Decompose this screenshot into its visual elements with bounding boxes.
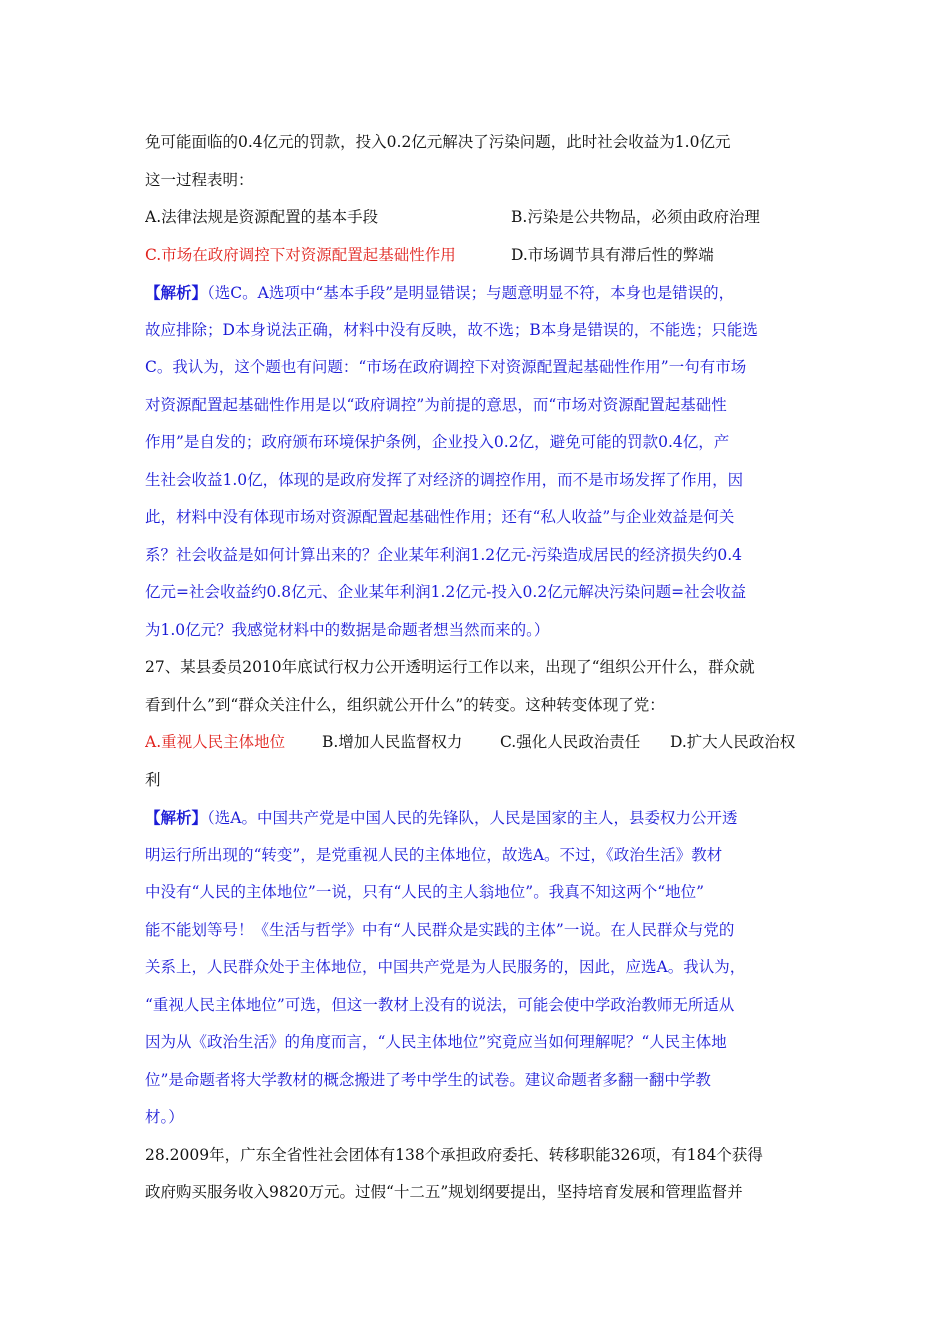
option-a: A.法律法规是资源配置的基本手段	[145, 208, 379, 226]
analysis-text: （选A。中国共产党是中国人民的先锋队，人民是国家的主人，县委权力公开透	[207, 809, 738, 827]
analysis-line: 中没有“人民的主体地位”一说，只有“人民的主人翁地位”。我真不知这两个“地位”	[145, 883, 705, 901]
analysis-line: 材。）	[145, 1108, 184, 1126]
analysis-line: C。我认为，这个题也有问题：“市场在政府调控下对资源配置起基础性作用”一句有市场	[145, 358, 747, 376]
option-d: D.市场调节具有滞后性的弊端	[511, 245, 714, 264]
question-stem-line: 28.2009年，广东全省性社会团体有138个承担政府委托、转移职能326项，有184个获得	[145, 1145, 763, 1164]
question-stem-line: 看到什么”到“群众关注什么，组织就公开什么”的转变。这种转变体现了党：	[145, 695, 665, 714]
analysis-label: 【解析】	[145, 808, 208, 827]
question-27	[145, 649, 810, 1137]
options-row	[145, 199, 810, 237]
analysis-line: 因为从《政治生活》的角度而言，“人民主体地位”究竟应当如何理解呢？“人民主体地	[145, 1033, 727, 1051]
analysis-line: 明运行所出现的“转变”，是党重视人民的主体地位，故选A。不过，《政治生活》教材	[145, 845, 723, 864]
option-d-continued: 利	[145, 770, 161, 789]
analysis-line: 关系上，人民群众处于主体地位，中国共产党是为人民服务的，因此，应选A。我认为，	[145, 958, 746, 976]
option-b: B.污染是公共物品，必须由政府治理	[511, 208, 760, 226]
question-stem-line: 免可能面临的0.4亿元的罚款，投入0.2亿元解决了污染问题，此时社会收益为1.0亿元	[145, 133, 731, 151]
option-a-correct-answer: A.重视人民主体地位	[145, 733, 286, 751]
question-stem-line: 27、某县委员2010年底试行权力公开透明运行工作以来，出现了“组织公开什么，群众就	[145, 658, 755, 676]
analysis-line: 对资源配置起基础性作用是以“政府调控”为前提的意思，而“市场对资源配置起基础性	[145, 395, 727, 414]
analysis-line	[145, 274, 810, 312]
option-c: C.强化人民政治责任	[500, 733, 641, 751]
analysis-line: 系？社会收益是如何计算出来的？企业某年利润1.2亿元-污染造成居民的经济损失约0.4	[145, 545, 743, 564]
analysis-line: 故应排除；D本身说法正确，材料中没有反映，故不选；B本身是错误的，不能选；只能选	[145, 320, 758, 339]
option-d: D.扩大人民政治权	[670, 733, 796, 751]
analysis-line: 亿元=社会收益约0.8亿元、企业某年利润1.2亿元-投入0.2亿元解决污染问题=社会收益	[145, 583, 747, 601]
option-c-correct-answer: C.市场在政府调控下对资源配置起基础性作用	[145, 245, 456, 264]
analysis-line: 此，材料中没有体现市场对资源配置起基础性作用；还有“私人收益”与企业效益是何关	[145, 508, 735, 526]
option-b: B.增加人民监督权力	[322, 733, 463, 751]
analysis-label: 【解析】	[145, 283, 208, 302]
analysis-line: 位”是命题者将大学教材的概念搬进了考中学生的试卷。建议命题者多翻一翻中学教	[145, 1070, 711, 1089]
question-28	[145, 1137, 810, 1212]
analysis-line: “重视人民主体地位”可选，但这一教材上没有的说法，可能会使中学政治教师无所适从	[145, 995, 735, 1014]
analysis-line: 作用”是自发的；政府颁布环境保护条例，企业投入0.2亿，避免可能的罚款0.4亿，产	[145, 433, 730, 451]
analysis-line: 为1.0亿元？我感觉材料中的数据是命题者想当然而来的。）	[145, 620, 550, 639]
document-body	[145, 124, 810, 1212]
analysis-block	[145, 274, 810, 649]
question-stem-line: 这一过程表明：	[145, 170, 254, 189]
analysis-line: 能不能划等号！《生活与哲学》中有“人民群众是实践的主体”一说。在人民群众与党的	[145, 920, 735, 939]
question-stem-line: 政府购买服务收入9820万元。过假“十二五”规划纲要提出，坚持培育发展和管理监督并	[145, 1183, 743, 1201]
options-row	[145, 724, 810, 762]
analysis-line: 生社会收益1.0亿，体现的是政府发挥了对经济的调控作用，而不是市场发挥了作用，因	[145, 470, 744, 489]
options-row	[145, 237, 810, 275]
question-26	[145, 124, 810, 649]
analysis-text: （选C。A选项中“基本手段”是明显错误；与题意明显不符，本身也是错误的，	[207, 284, 735, 302]
analysis-block	[145, 799, 810, 1137]
analysis-line	[145, 799, 810, 837]
